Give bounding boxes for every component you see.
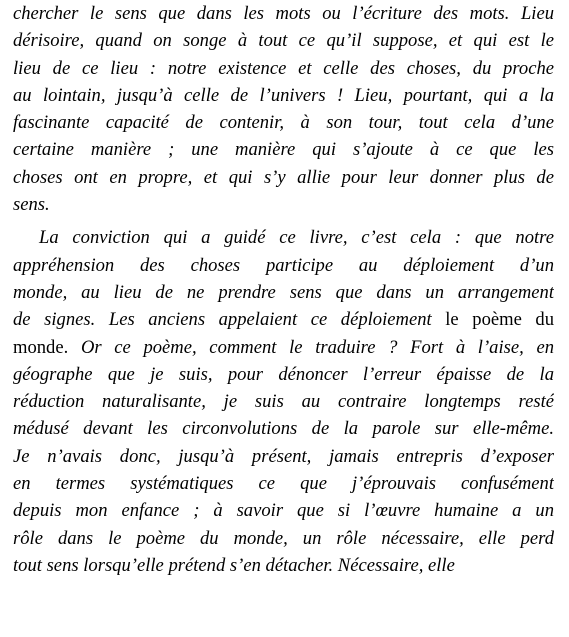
text-line [13,552,554,579]
italic-text-segment: tout sens lorsqu’elle prétend s’en détacher. Nécessaire, elle [13,554,455,576]
italic-text-segment: médusé devant les circonvolutions de la parole sur elle-même. [13,418,554,440]
text-line [13,470,554,497]
text-line [13,27,554,54]
italic-text-segment: La conviction qui a guidé ce livre, c’est cela : que notre [39,227,554,249]
text-line [13,415,554,442]
roman-text-segment: le poème du [445,309,554,331]
italic-text-segment: Or ce poème, comment le traduire ? Fort à l’aise, en [68,336,554,358]
italic-text-segment: dérisoire, quand on songe à tout ce qu’il suppose, et qui est le [13,30,554,52]
text-line [13,388,554,415]
paragraph [13,0,554,218]
italic-text-segment: au lointain, jusqu’à celle de l’univers ! Lieu, pourtant, qui a la [13,84,554,106]
text-line [13,525,554,552]
text-line [13,0,554,27]
roman-text-segment: monde. [13,336,69,358]
italic-text-segment: certaine manière ; une manière qui s’ajoute à ce que les [13,139,554,161]
italic-text-segment: de signes. Les anciens appelaient ce déploiement [13,309,446,331]
text-line [13,361,554,388]
text-line [13,136,554,163]
text-line [13,164,554,191]
text-line [13,109,554,136]
italic-text-segment: lieu de ce lieu : notre existence et celle des choses, du proche [13,57,554,79]
italic-text-segment: depuis mon enfance ; à savoir que si l’œuvre humaine a un [13,500,554,522]
text-line [13,55,554,82]
italic-text-segment: choses ont en propre, et qui s’y allie pour leur donner plus de [13,166,554,188]
document-body [13,0,554,579]
text-line [13,443,554,470]
italic-text-segment: appréhension des choses participe au déploiement d’un [13,254,554,276]
italic-text-segment: fascinante capacité de contenir, à son tour, tout cela d’une [13,112,554,134]
text-line [13,306,554,333]
italic-text-segment: Je n’avais donc, jusqu’à présent, jamais entrepris d’exposer [13,445,554,467]
italic-text-segment: en termes systématiques ce que j’éprouvais confusément [13,473,554,495]
paragraph [13,224,554,579]
italic-text-segment: réduction naturalisante, je suis au contraire longtemps resté [13,391,554,413]
text-line [13,224,554,251]
italic-text-segment: chercher le sens que dans les mots ou l’écriture des mots. Lieu [13,3,554,24]
text-line [13,334,554,361]
text-line [13,252,554,279]
italic-text-segment: rôle dans le poème du monde, un rôle nécessaire, elle perd [13,527,554,549]
italic-text-segment: monde, au lieu de ne prendre sens que dans un arrangement [13,281,554,303]
document-page [13,0,554,637]
text-line [13,82,554,109]
text-line [13,191,554,218]
italic-text-segment: sens. [13,194,50,216]
text-line [13,279,554,306]
italic-text-segment: géographe que je suis, pour dénoncer l’erreur épaisse de la [13,363,554,385]
text-line [13,497,554,524]
